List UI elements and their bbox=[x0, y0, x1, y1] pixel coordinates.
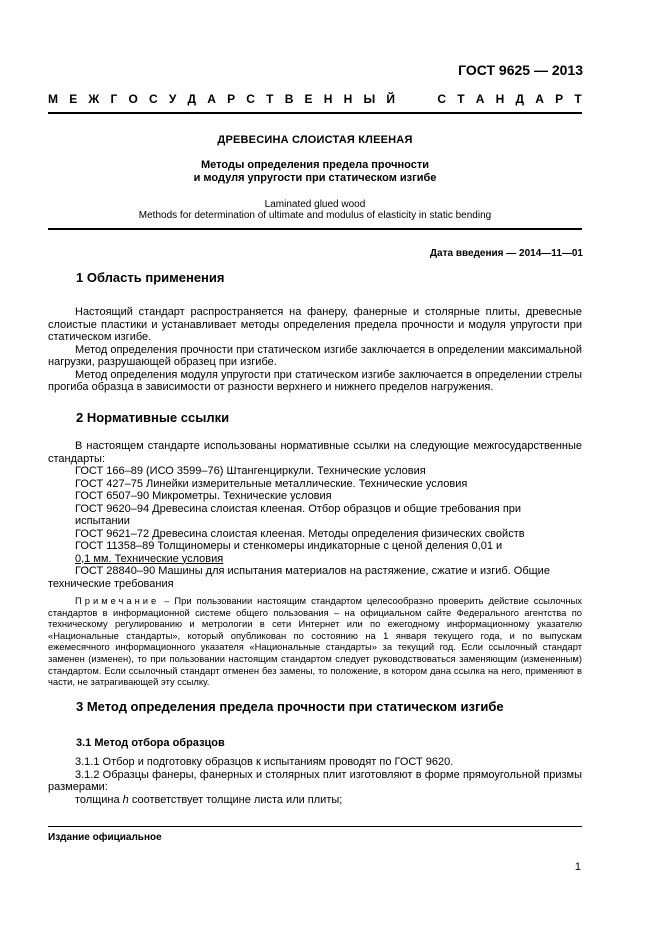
english-title-line-2: Methods for determination of ultimate and modulus of elasticity in static bending bbox=[138, 210, 492, 221]
banner-letter: Ы bbox=[363, 92, 376, 106]
banner-letter: С bbox=[246, 92, 255, 106]
reference-item: ГОСТ 11358–89 Толщиномеры и стенкомеры индикаторные с ценой деления 0,01 и bbox=[75, 540, 503, 552]
banner-letter: М bbox=[48, 92, 58, 106]
banner-letter: О bbox=[128, 92, 138, 106]
reference-item: ГОСТ 9621–72 Древесина слоистая клееная. Методы определения физических свойств bbox=[75, 527, 525, 540]
banner-letter: Р bbox=[555, 92, 564, 106]
banner-letter: А bbox=[207, 92, 216, 106]
item-prefix: толщина bbox=[75, 793, 123, 806]
banner-letter: Т bbox=[266, 92, 274, 106]
section-1-paragraph-3: Метод определения модуля упругости при статическом изгибе заключается в определении стрелы прогиба образца в зависимости от разности верхнего и нижнего пределов нагружения. bbox=[48, 368, 582, 393]
reference-item-continuation: 0,1 мм. Технические условия bbox=[75, 552, 224, 565]
edition-label: Издание официальное bbox=[48, 832, 162, 843]
title-rule bbox=[48, 228, 582, 230]
banner-letter: Р bbox=[227, 92, 236, 106]
reference-item-continuation: испытании bbox=[75, 515, 130, 527]
banner-letter: В bbox=[284, 92, 294, 106]
document-subtitle-line-2: и модуля упругости при статическом изгибе bbox=[193, 172, 437, 184]
reference-item-continuation: технические требования bbox=[48, 577, 174, 590]
banner-letter: Н bbox=[343, 92, 353, 106]
banner-letter: Г bbox=[110, 92, 118, 106]
document-number: ГОСТ 9625 — 2013 bbox=[458, 62, 583, 78]
banner-letter: С bbox=[437, 92, 447, 106]
banner-letter: Е bbox=[69, 92, 78, 106]
footer-rule bbox=[48, 826, 582, 827]
reference-item: ГОСТ 9620–94 Древесина слоистая клееная. Отбор образцов и общие требования при bbox=[75, 502, 522, 515]
header-rule bbox=[48, 112, 582, 114]
section-2-body bbox=[48, 440, 582, 590]
document-title: ДРЕВЕСИНА СЛОИСТАЯ КЛЕЕНАЯ bbox=[217, 134, 413, 146]
section-1-body bbox=[48, 306, 582, 394]
reference-item: ГОСТ 166–89 (ИСО 3599–76) Штангенциркули. Технические условия bbox=[75, 465, 426, 477]
banner-letter: Д bbox=[187, 92, 197, 106]
banner-letter: Е bbox=[304, 92, 313, 106]
section-1-paragraph-2: Метод определения прочности при статическом изгибе заключается в определении максимальной нагрузки, разрушающей образец при изгибе. bbox=[48, 343, 582, 368]
section-2-intro: В настоящем стандарте использованы нормативные ссылки на следующие межгосударственные стандарты: bbox=[48, 440, 582, 465]
reference-item: ГОСТ 427–75 Линейки измерительные металлические. Технические условия bbox=[75, 477, 468, 490]
note-block bbox=[48, 595, 582, 688]
item-suffix: соответствует толщине листа или плиты; bbox=[128, 793, 343, 806]
section-3-body bbox=[48, 756, 582, 806]
banner-letter: С bbox=[148, 92, 158, 106]
banner-letter: Й bbox=[386, 92, 396, 106]
introduction-date: Дата введения — 2014—11—01 bbox=[429, 248, 583, 259]
banner-letter: Н bbox=[323, 92, 333, 106]
english-title-line-1: Laminated glued wood bbox=[264, 199, 366, 210]
note-text: – При пользовании настоящим стандартом целесообразно проверить действие ссылочных стандартов в информационной системе общего пользования – на официальном сайте Федерального агентства по техническому регулированию и метрологии в сети Интернет или по ежегодному информационному указателю «Национальные стандарты», который опубликован по состоянию на 1 января текущего года, и по выпускам ежемесячного информационного указателя «Национальные стандарты» за текущий год. Если ссылочный стандарт заменен (изменен), то при пользовании настоящим стандартом следует руководствоваться заменяющим (измененным) стандартом. Если ссылочный стандарт отменен без замены, то положение, в котором дана ссылка на него, применяют в части, не затрагивающей эту ссылку. bbox=[48, 595, 582, 688]
reference-item: ГОСТ 6507–90 Микрометры. Технические условия bbox=[75, 490, 332, 502]
banner-letter: Т bbox=[574, 92, 582, 106]
clause-3-1-2-item bbox=[48, 794, 582, 807]
section-1-heading: 1 Область применения bbox=[76, 270, 225, 285]
section-3-heading: 3 Метод определения предела прочности при статическом изгибе bbox=[76, 699, 504, 714]
note-label: Примечание bbox=[75, 595, 160, 606]
banner-letter: Т bbox=[457, 92, 465, 106]
banner-letter: А bbox=[535, 92, 544, 106]
thickness-variable: h bbox=[122, 793, 129, 806]
banner-word-gap bbox=[406, 92, 426, 106]
banner-letter: У bbox=[168, 92, 177, 106]
banner-letter: Д bbox=[515, 92, 525, 106]
document-subtitle-line-1: Методы определения предела прочности bbox=[201, 159, 429, 171]
subsection-3-1-heading: 3.1 Метод отбора образцов bbox=[76, 737, 225, 749]
interstate-standard-banner bbox=[48, 92, 582, 106]
clause-3-1-2: 3.1.2 Образцы фанеры, фанерных и столярных плит изготовляют в форме прямоугольной призмы размерами: bbox=[48, 768, 582, 793]
banner-letter: Н bbox=[495, 92, 505, 106]
page-number: 1 bbox=[574, 861, 581, 873]
banner-letter: Ж bbox=[88, 92, 100, 106]
reference-item: ГОСТ 28840–90 Машины для испытания материалов на растяжение, сжатие и изгиб. Общие bbox=[75, 565, 550, 577]
banner-letter: А bbox=[475, 92, 485, 106]
section-2-heading: 2 Нормативные ссылки bbox=[76, 410, 230, 425]
clause-3-1-1: 3.1.1 Отбор и подготовку образцов к испытаниям проводят по ГОСТ 9620. bbox=[75, 756, 454, 768]
section-1-paragraph-1: Настоящий стандарт распространяется на фанеру, фанерные и столярные плиты, древесные слоистые пластики и устанавливает методы определения предела прочности и модуля упругости при статическом изгибе. bbox=[48, 306, 582, 343]
